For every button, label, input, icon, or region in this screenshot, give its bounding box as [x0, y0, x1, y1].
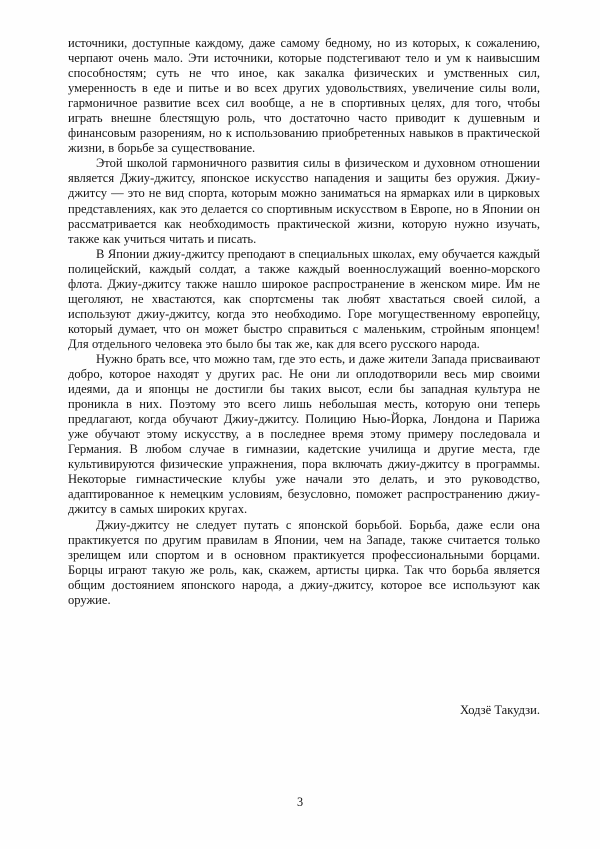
paragraph-4: Нужно брать все, что можно там, где это есть, и даже жители Запада присваивают добро, которое находят у других рас. Не они ли оплодотворили весь мир своими идеями, да и японцы не достигли бы таких высот, если бы западная культура не проникла в них. Поэтому это всего лишь небольшая месть, которую они теперь предлагают, когда обучают Джиу-джитсу. Полицию Нью-Йорка, Лондона и Парижа уже обучают этому искусству, а в последнее время этому примеру последовала и Германия. В любом случае в гимназии, кадетские училища и другие места, где культивируются физические упражнения, пора включать джиу-джитсу в программы. Некоторые гимнастические клубы уже начали это делать, и это руководство, адаптированное к немецким условиям, безусловно, поможет распространению джиу-джитсу в самых широких кругах.	[68, 351, 540, 517]
page-text-block	[68, 36, 540, 608]
paragraph-2: Этой школой гармоничного развития силы в физическом и духовном отношении является Джиу-джитсу, японское искусство нападения и защиты без оружия. Джиу-джитсу — это не вид спорта, которым можно заниматься на ярмарках или в цирковых представлениях, как это делается со спортивным искусством в Европе, но в Японии он рассматривается как необходимость практической жизни, которую нужно изучать, также как учиться читать и писать.	[68, 156, 540, 246]
paragraph-5: Джиу-джитсу не следует путать с японской борьбой. Борьба, даже если она практикуется по другим правилам в Японии, чем на Западе, также считается только зрелищем или спортом и в основном практикуется профессиональными борцами. Борцы играют такую же роль, как, скажем, артисты цирка. Так что борьба является общим достоянием японского народа, а джиу-джитсу, которое все используют как оружие.	[68, 517, 540, 607]
author-signature: Ходзё Такудзи.	[459, 703, 540, 717]
paragraph-3: В Японии джиу-джитсу преподают в специальных школах, ему обучается каждый полицейский, каждый солдат, а также каждый военнослужащий военно-морского флота. Джиу-джитсу также нашло широкое распространение в женском мире. Им не щеголяют, не хвастаются, как спортсмены так любят хвастаться своей силой, а используют джиу-джитсу, когда это необходимо. Горе могущественному европейцу, который думает, что он может быстро справиться с маленьким, стройным японцем! Для отдельного человека это было бы так же, как для всего русского народа.	[68, 246, 540, 351]
paragraph-1: источники, доступные каждому, даже самому бедному, но из которых, к сожалению, черпают очень мало. Эти источники, которые подстегивают тело и ум к наивысшим способностям; суть не что иное, как закалка физических и умственных сил, умеренность в еде и питье и во всех других удовольствиях, увеличение силы воли, гармоничное развитие всех сил вообще, а не в спортивных целях, для того, чтобы играть внешне блестящую роль, что достаточно часто приводит к душевным и финансовым разорениям, но к использованию приобретенных навыков в практической жизни, в борьбе за существование.	[68, 36, 540, 156]
page-number: 3	[296, 795, 304, 809]
